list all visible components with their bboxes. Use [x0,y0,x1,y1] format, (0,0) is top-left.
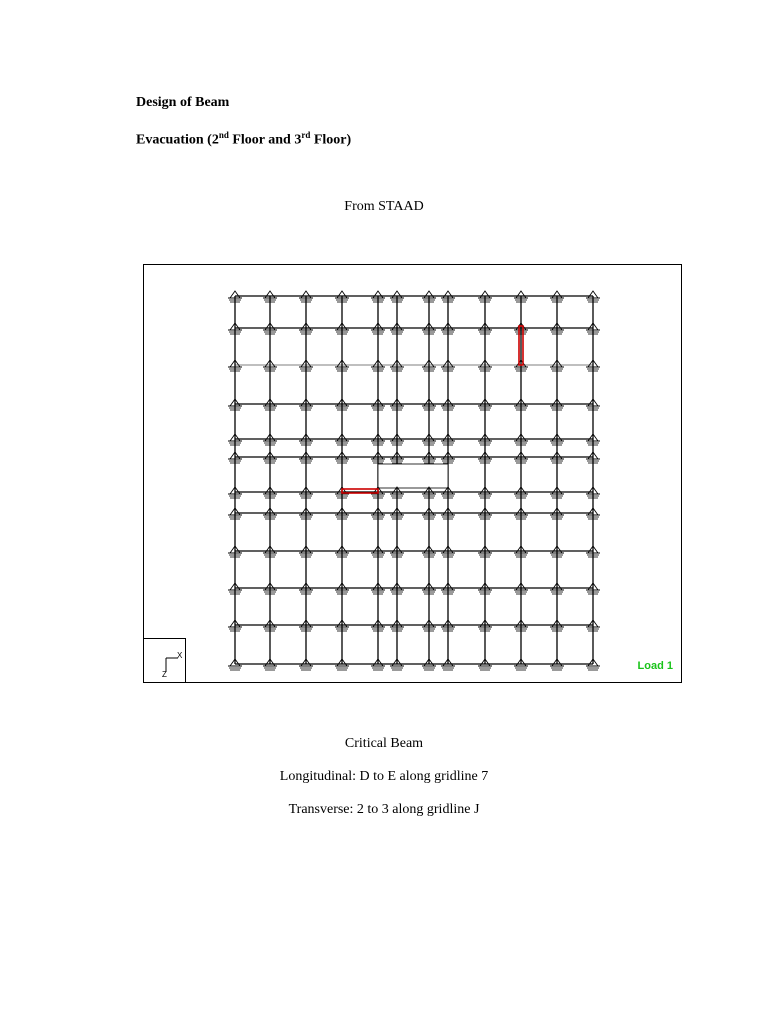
staad-structure-diagram [143,264,682,683]
critical-beam-heading: Critical Beam [344,736,424,751]
subtitle-suffix: Floor) [310,132,352,148]
floor-opening [378,464,448,488]
subtitle-middle: Floor and 3 [228,132,302,148]
axis-z-label: Z [162,670,167,679]
transverse-beam-text: Transverse: 2 to 3 along gridline J [288,802,480,817]
axis-x-label: X [177,651,183,660]
critical-beam-longitudinal [342,489,378,493]
subtitle-superscript-nd: nd [218,130,229,140]
document-title: Design of Beam [136,95,230,110]
subtitle-superscript-rd: rd [301,130,311,140]
load-case-label: Load 1 [637,660,673,672]
structural-grid-plan [144,265,683,684]
axis-indicator [144,638,186,682]
longitudinal-beam-text: Longitudinal: D to E along gridline 7 [279,769,489,784]
subtitle-prefix: Evacuation (2 [136,132,219,148]
source-label: From STAAD [344,199,424,214]
document-subtitle [136,130,351,149]
